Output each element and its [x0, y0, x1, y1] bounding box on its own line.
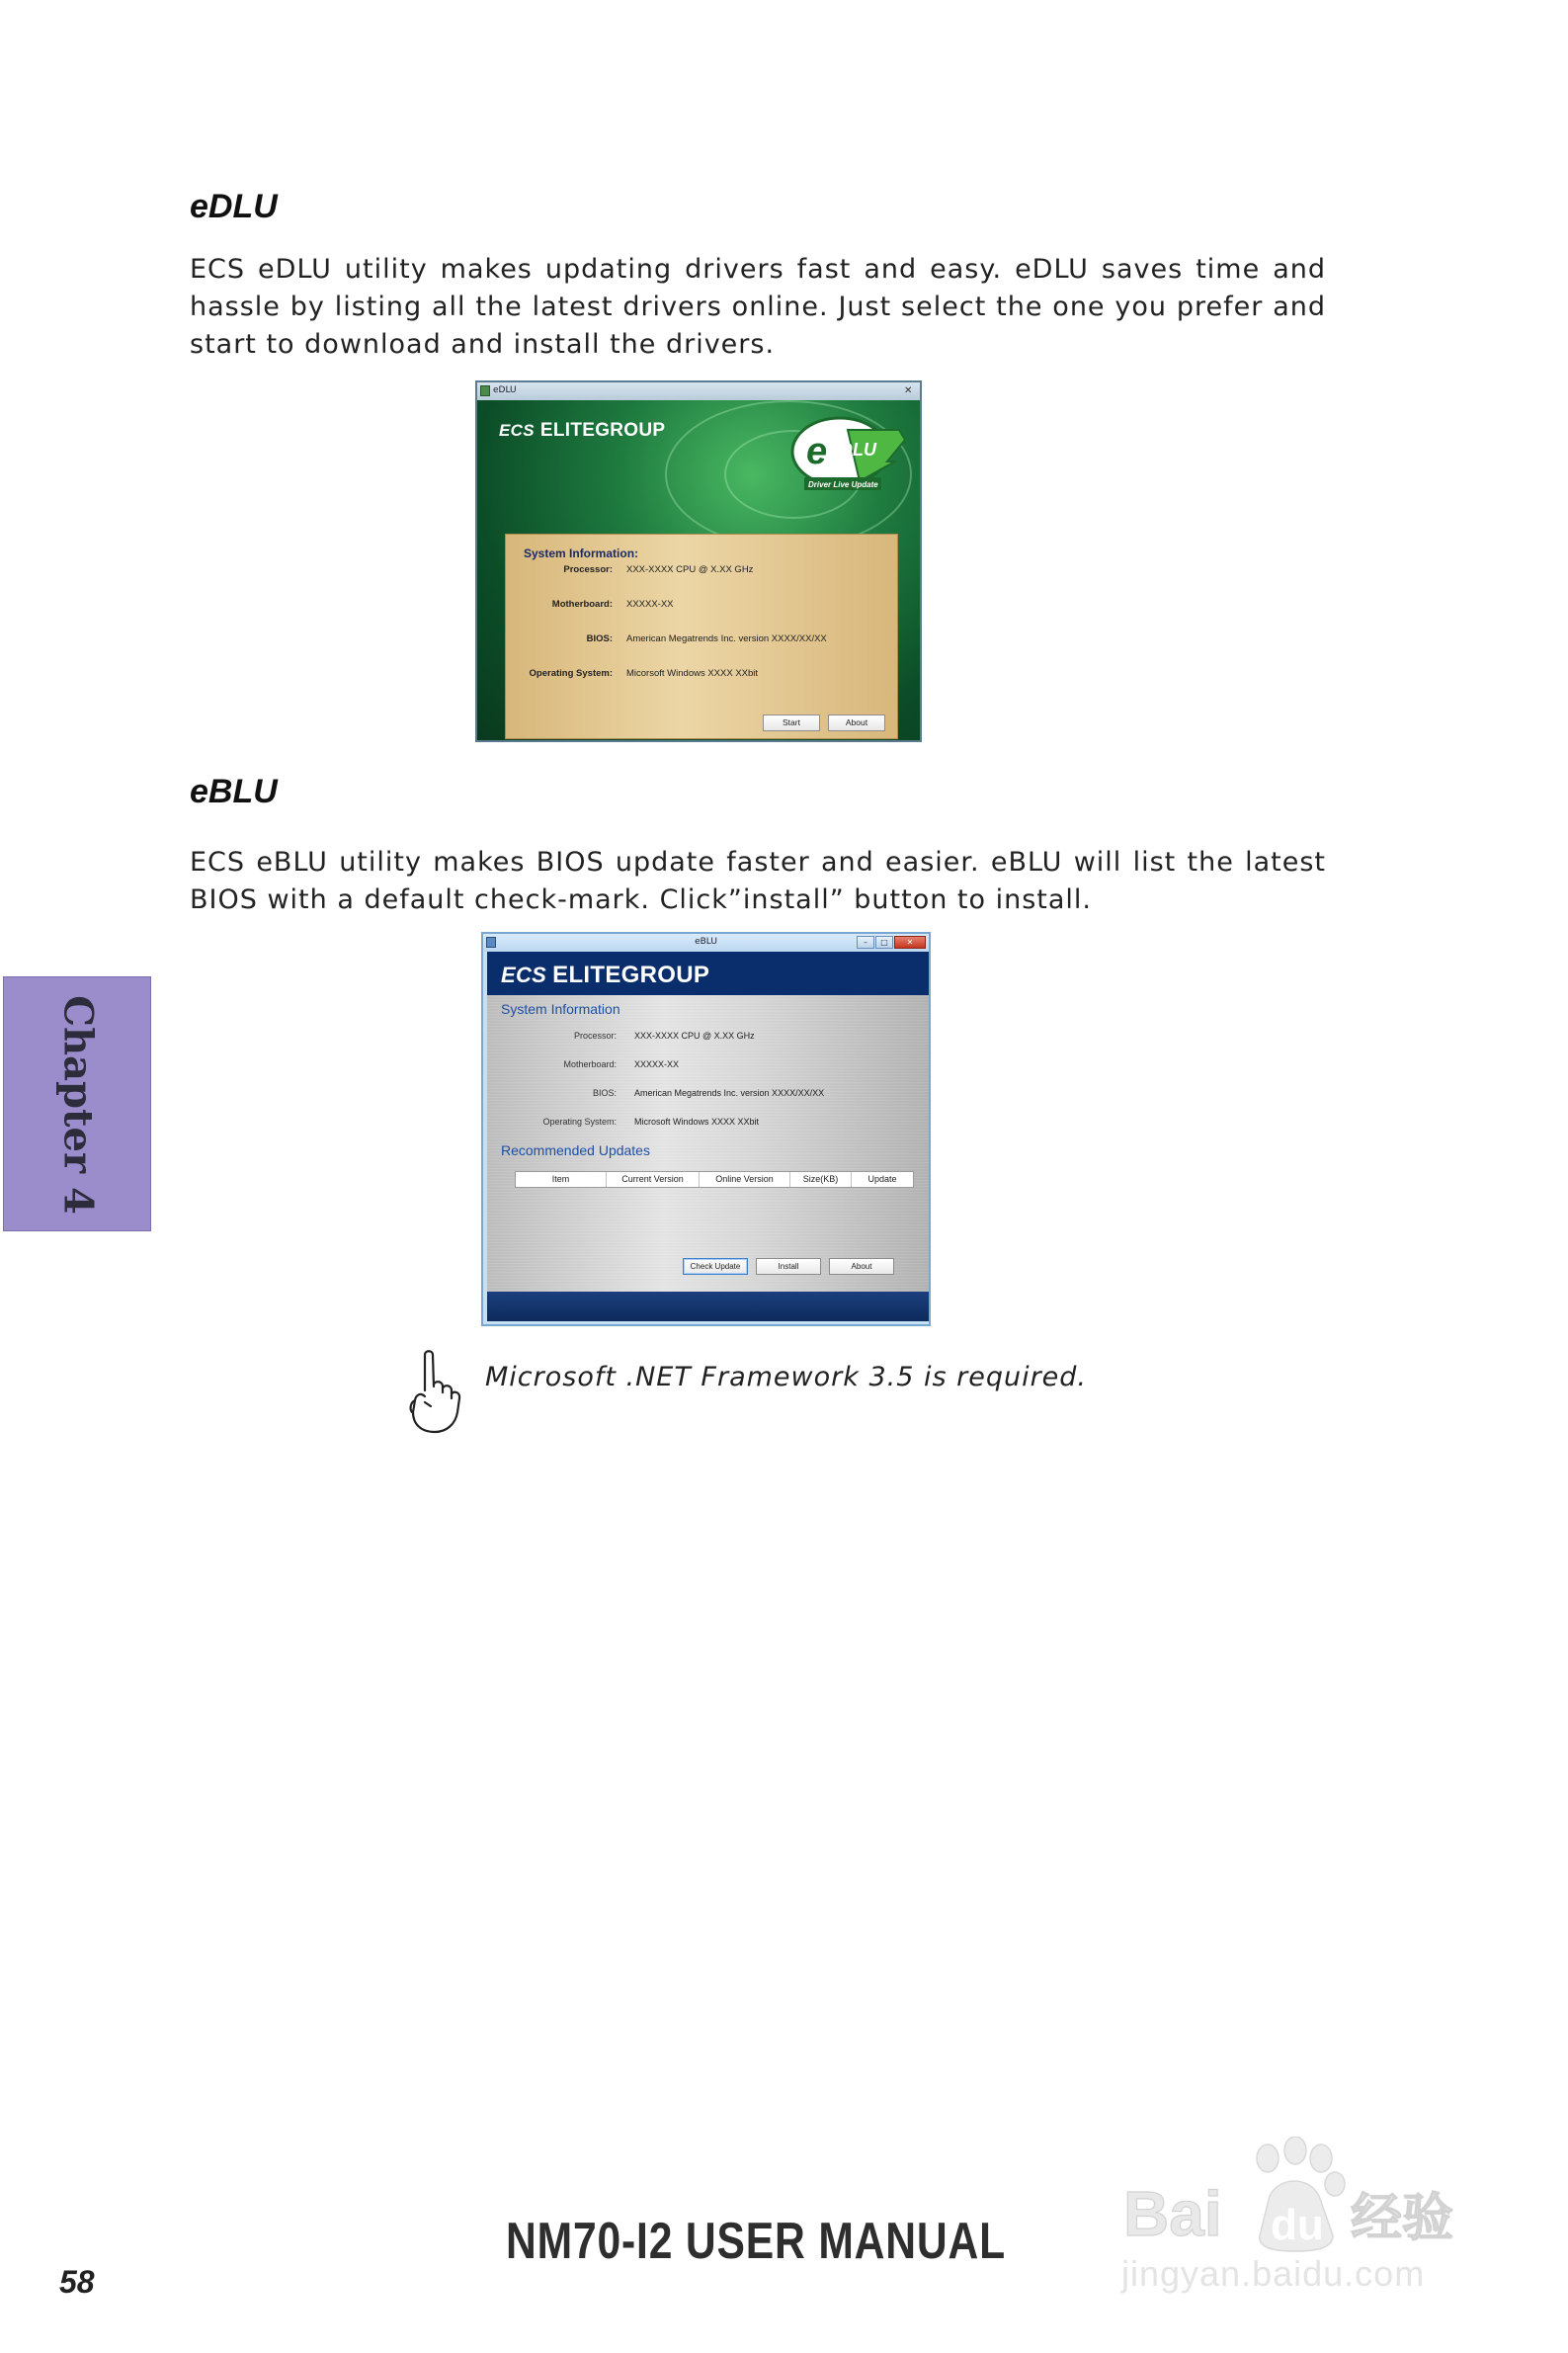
- edlu-paragraph: ECS eDLU utility makes updating drivers fast and easy. eDLU saves time and hassle by listing all the latest drivers online. Just select the one you prefer and start to download and install the drivers.: [190, 254, 1326, 360]
- check-update-button[interactable]: Check Update: [683, 1258, 748, 1275]
- info-label: Motherboard:: [563, 1059, 617, 1069]
- close-icon[interactable]: ✕: [894, 936, 926, 949]
- svg-text:du: du: [1271, 2201, 1324, 2249]
- edlu-window: [475, 380, 922, 742]
- info-label: Motherboard:: [551, 599, 613, 610]
- column-header-current-version[interactable]: Current Version: [607, 1172, 700, 1187]
- install-button[interactable]: Install: [756, 1258, 821, 1275]
- eblu-heading: eBLU: [190, 773, 278, 810]
- info-value: Micorsoft Windows XXXX XXbit: [626, 668, 759, 679]
- eblu-window-title: eBLU: [695, 937, 717, 947]
- about-button[interactable]: About: [829, 1258, 894, 1275]
- edlu-logo-icon: [788, 412, 905, 497]
- baidu-watermark-logo: [1121, 2137, 1477, 2255]
- column-header-item[interactable]: Item: [516, 1172, 607, 1187]
- ecs-logo: ECS: [501, 963, 547, 987]
- column-header-update[interactable]: Update: [867, 1174, 897, 1184]
- column-header-size[interactable]: Size(KB): [790, 1172, 852, 1187]
- column-header-online-version[interactable]: Online Version: [700, 1172, 790, 1187]
- edlu-titlebar: [477, 382, 920, 400]
- system-info-title: System Information: [501, 1001, 620, 1017]
- edlu-heading: eDLU: [190, 188, 278, 225]
- svg-text:Driver Live Update: Driver Live Update: [808, 480, 878, 489]
- note-text: Microsoft .NET Framework 3.5 is required.: [485, 1362, 1088, 1392]
- manual-title: NM70-I2 USER MANUAL: [506, 2213, 1006, 2270]
- edlu-brand: [499, 420, 665, 442]
- info-value: XXXXX-XX: [626, 599, 674, 610]
- eblu-header: [487, 952, 929, 995]
- info-value: XXX-XXXX CPU @ X.XX GHz: [634, 1031, 755, 1041]
- about-button[interactable]: About: [828, 714, 885, 731]
- close-icon[interactable]: ✕: [904, 385, 913, 396]
- eblu-brand: [501, 962, 709, 989]
- eblu-main: [487, 995, 929, 1292]
- info-value: American Megatrends Inc. version XXXX/XX/XX: [634, 1088, 825, 1098]
- ecs-logo: ECS: [499, 421, 535, 440]
- info-label: Processor:: [573, 1031, 617, 1041]
- minimize-icon[interactable]: –: [857, 936, 874, 949]
- recommended-updates-title: Recommended Updates: [501, 1142, 650, 1158]
- svg-text:DLU: DLU: [840, 440, 876, 460]
- maximize-icon[interactable]: □: [875, 936, 893, 949]
- updates-table-header: [515, 1171, 914, 1188]
- pointing-hand-icon: [403, 1347, 472, 1436]
- eblu-paragraph: ECS eBLU utility makes BIOS update faster and easier. eBLU will list the latest BIOS with a default check-mark. Click”install” button to install.: [190, 847, 1326, 915]
- eblu-window: [481, 932, 931, 1326]
- info-label: Processor:: [563, 564, 613, 575]
- page-number: 58: [59, 2264, 95, 2300]
- system-info-title: System Information:: [524, 546, 639, 560]
- chapter-tab: [3, 976, 151, 1231]
- eblu-titlebar: [483, 934, 929, 952]
- eblu-footer-bar: [487, 1292, 929, 1321]
- baidu-watermark-url: jingyan.baidu.com: [1121, 2253, 1426, 2294]
- info-label: BIOS:: [586, 633, 613, 644]
- edlu-body: [477, 400, 920, 740]
- svg-text:e: e: [806, 431, 828, 472]
- info-value: XXXXX-XX: [634, 1059, 680, 1069]
- start-button[interactable]: Start: [763, 714, 820, 731]
- system-info-panel: [505, 534, 898, 739]
- info-value: Microsoft Windows XXXX XXbit: [634, 1117, 760, 1127]
- edlu-brand-name: ELITEGROUP: [539, 420, 666, 441]
- info-value: American Megatrends Inc. version XXXX/XX/XX: [626, 633, 827, 644]
- edlu-window-title: eDLU: [493, 385, 517, 395]
- chapter-label: Chapter 4: [54, 995, 102, 1215]
- info-label: Operating System:: [529, 668, 613, 679]
- svg-text:Bai: Bai: [1123, 2178, 1222, 2249]
- info-value: XXX-XXXX CPU @ X.XX GHz: [626, 564, 754, 575]
- info-label: BIOS:: [592, 1088, 617, 1098]
- edlu-app-icon: [480, 385, 490, 396]
- info-label: Operating System:: [542, 1117, 617, 1127]
- svg-text:经验: 经验: [1351, 2189, 1454, 2248]
- eblu-brand-name: ELITEGROUP: [552, 962, 710, 988]
